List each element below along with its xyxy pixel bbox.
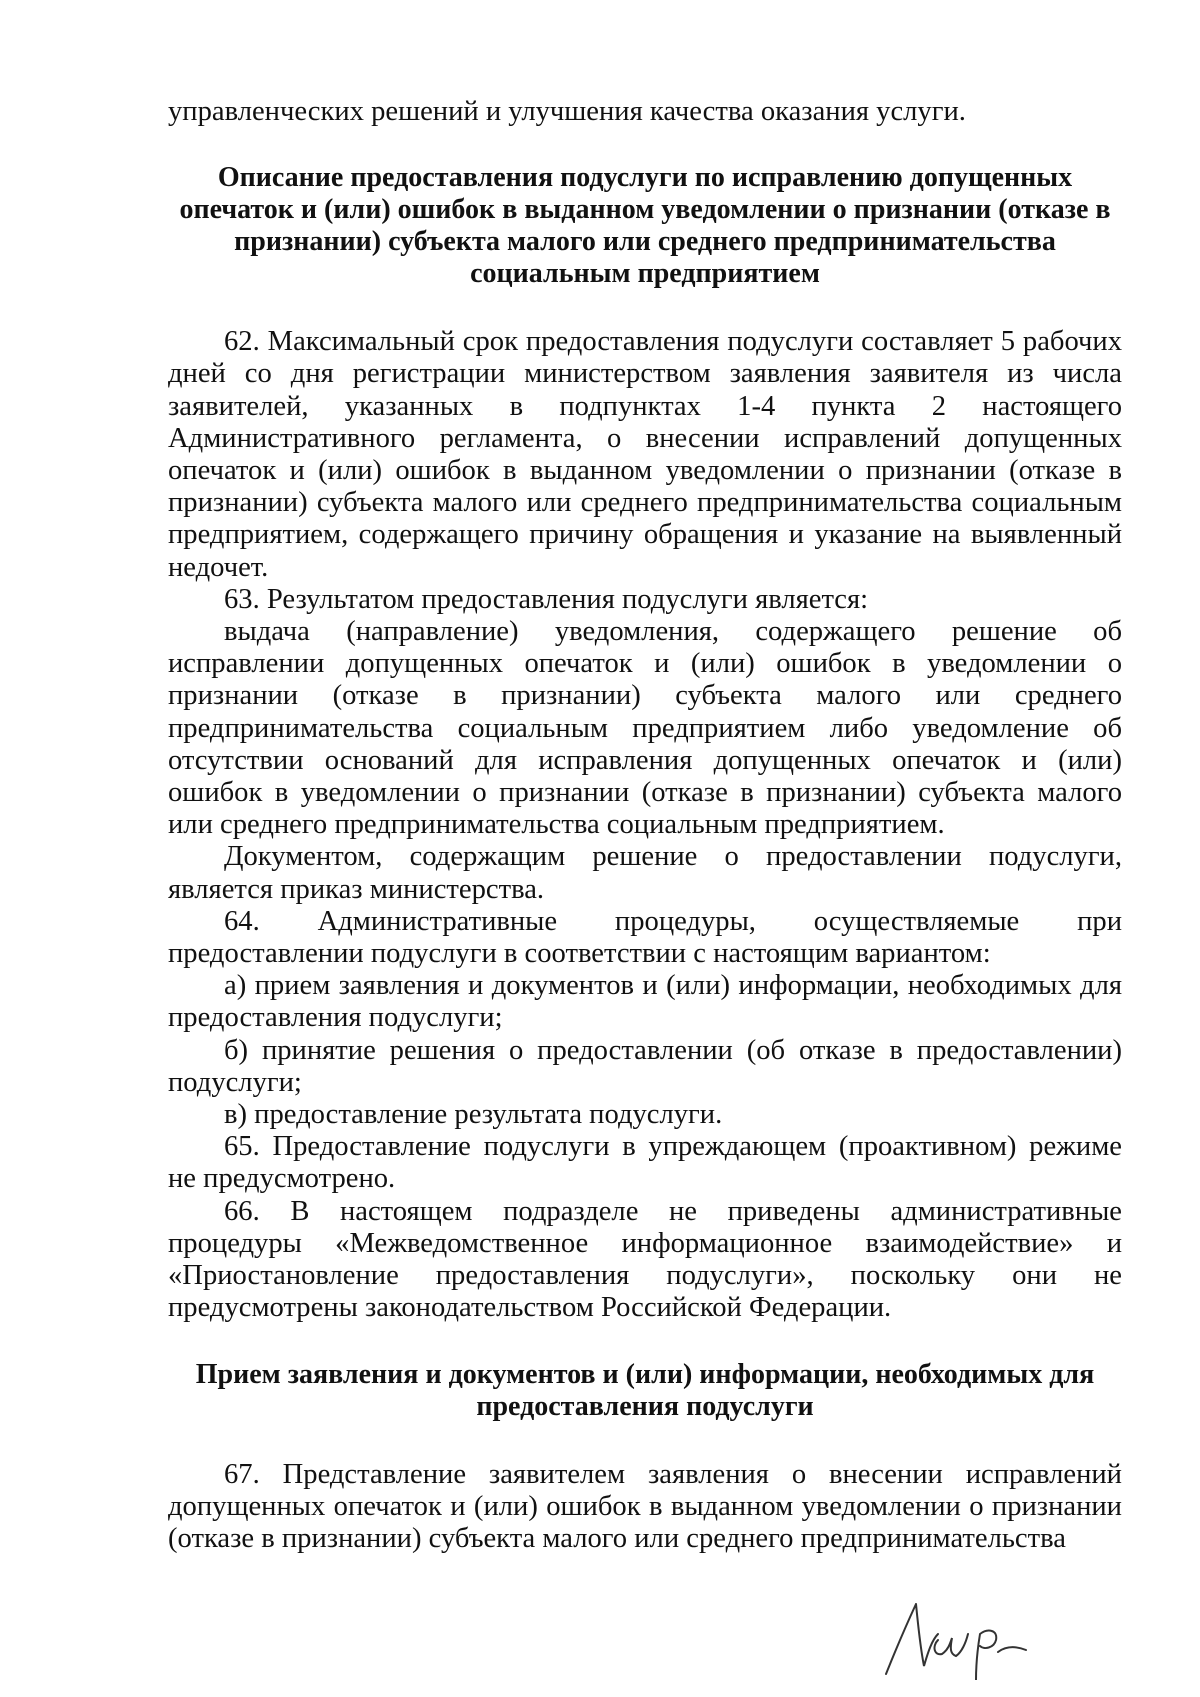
paragraph-65: 65. Предоставление подуслуги в упреждающем (проактивном) режиме не предусмотрено.: [168, 1131, 1122, 1195]
document-page: [168, 96, 1122, 1555]
paragraph-67: 67. Представление заявителем заявления о внесении исправлений допущенных опечаток и (или) ошибок в выданном уведомлении о признании (отказе в признании) субъекта малого или среднего предпринимательства: [168, 1458, 1122, 1554]
paragraph-64-c: в) предоставление результата подуслуги.: [224, 1099, 723, 1131]
section-body-1: [168, 326, 1122, 1324]
handwritten-signature: [880, 1590, 1040, 1680]
paragraph-66: 66. В настоящем подразделе не приведены административные процедуры «Межведомственное информационное взаимодействие» и «Приостановление предоставления подуслуги», поскольку они не предусмотрены законодательством Российской Федерации.: [168, 1195, 1122, 1324]
section-heading-correction: Описание предоставления подуслуги по исправлению допущенных опечаток и (или) ошибок в выданном уведомлении о признании (отказе в признании) субъекта малого или среднего предпринимательства социальным предприятием: [179, 162, 1111, 290]
section-body-2: [168, 1459, 1122, 1556]
paragraph-64-a: а) прием заявления и документов и (или) информации, необходимых для предоставления подуслуги;: [168, 970, 1122, 1034]
paragraph-64-b: б) принятие решения о предоставлении (об отказе в предоставлении) подуслуги;: [168, 1034, 1122, 1098]
paragraph-63-document: Документом, содержащим решение о предоставлении подуслуги, является приказ министерства.: [168, 841, 1122, 905]
section-heading-application: Прием заявления и документов и (или) информации, необходимых для предоставления подуслуги: [195, 1358, 1095, 1422]
paragraph-63-result: выдача (направление) уведомления, содержащего решение об исправлении допущенных опечаток и (или) ошибок в уведомлении о признании (отказе в признании) субъекта малого или среднего предпринимательства социальным предприятием либо уведомление об отсутствии оснований для исправления допущенных опечаток и (или) ошибок в уведомлении о признании (отказе в признании) субъекта малого или среднего предпринимательства социальным предприятием.: [168, 616, 1122, 841]
paragraph-62: 62. Максимальный срок предоставления подуслуги составляет 5 рабочих дней со дня регистрации министерством заявления заявителя из числа заявителей, указанных в подпунктах 1-4 пункта 2 настоящего Административного регламента, о внесении исправлений допущенных опечаток и (или) ошибок в выданном уведомлении о признании (отказе в признании) субъекта малого или среднего предпринимательства социальным предприятием, содержащего причину обращения и указание на выявленный недочет.: [168, 326, 1122, 583]
paragraph-63: 63. Результатом предоставления подуслуги является:: [224, 583, 869, 615]
top-line: управленческих решений и улучшения качества оказания услуги.: [168, 96, 966, 127]
paragraph-64: 64. Административные процедуры, осуществляемые при предоставлении подуслуги в соответствии с настоящим вариантом:: [168, 905, 1122, 970]
